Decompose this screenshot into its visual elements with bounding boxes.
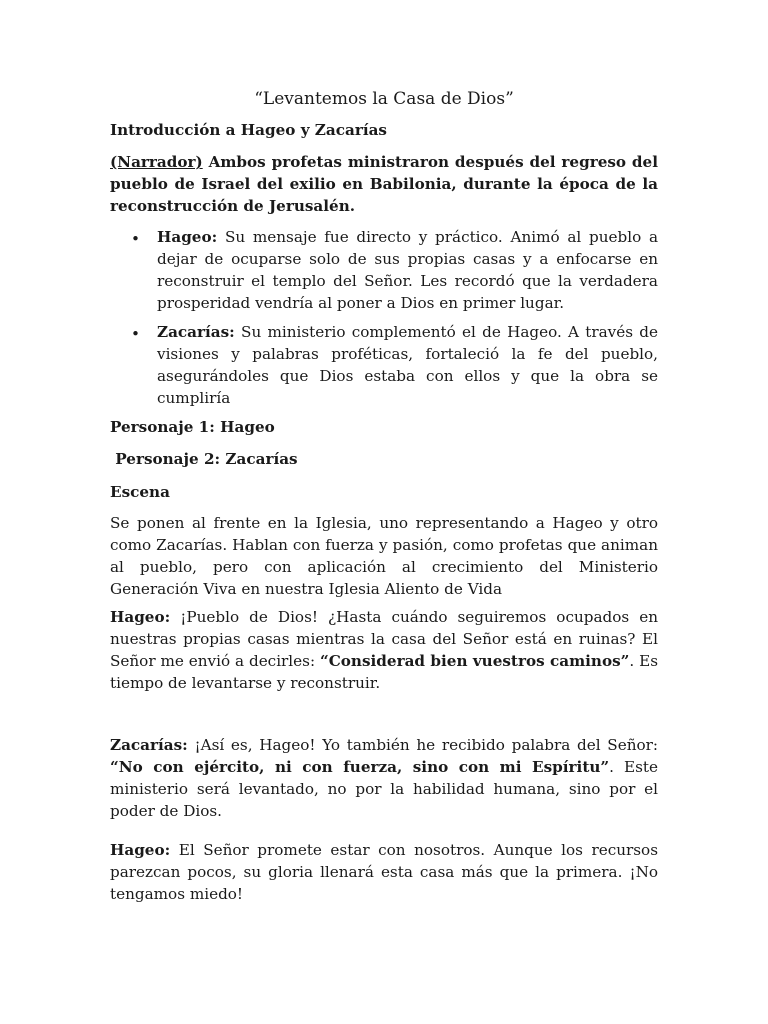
dialogue-zacarias <box>110 734 658 822</box>
dialogue-hageo-2 <box>110 839 658 905</box>
dialogue-quote: “Considerad bien vuestros caminos” <box>319 652 630 670</box>
intro-heading: Introducción a Hageo y Zacarías <box>110 121 387 139</box>
bullet-dot: • <box>131 230 140 248</box>
narrator-paragraph <box>110 151 658 217</box>
narrator-text: Ambos profetas ministraron después del regreso del pueblo de Israel del exilio en Babilonia, durante la época de la reconstrucción de Jerusalén. <box>110 153 658 215</box>
bullet-zacarias <box>157 321 658 409</box>
bullet-name: Zacarías: <box>157 323 235 341</box>
scene-paragraph: Se ponen al frente en la Iglesia, uno representando a Hageo y otro como Zacarías. Hablan con fuerza y pasión, como profetas que animan al pueblo, pero con aplicación al crecimiento del Ministerio Generación Viva en nuestra Iglesia Aliento de Vida <box>110 514 658 598</box>
character-1: Personaje 1: Hageo <box>110 418 275 436</box>
character-2: Personaje 2: Zacarías <box>110 450 298 468</box>
dialogue-text: . Es tiempo de levantarse y reconstruir. <box>110 652 658 692</box>
document-title: “Levantemos la Casa de Dios” <box>254 89 514 109</box>
bullet-text: Su mensaje fue directo y práctico. Animó al pueblo a dejar de ocuparse solo de sus propias casas y a enfocarse en reconstruir el templo del Señor. Les recordó que la verdadera prosperidad vendría al poner a Dios en primer lugar. <box>157 228 658 312</box>
dialogue-text: El Señor promete estar con nosotros. Aunque los recursos parezcan pocos, su gloria llenará esta casa más que la primera. ¡No tengamos miedo! <box>110 841 658 903</box>
bullet-name: Hageo: <box>157 228 218 246</box>
dialogue-text: ¡Pueblo de Dios! ¿Hasta cuándo seguiremos ocupados en nuestras propias casas mientras la casa del Señor está en ruinas? El Señor me envió a decirles: <box>110 608 658 670</box>
bullet-hageo <box>157 226 658 314</box>
bullet-dot: • <box>131 325 140 343</box>
dialogue-quote: “No con ejército, ni con fuerza, sino con mi Espíritu” <box>110 758 610 776</box>
speaker-name: Hageo: <box>110 608 171 626</box>
narrator-tag: (Narrador) <box>110 153 203 171</box>
dialogue-text: . Este ministerio será levantado, no por la habilidad humana, sino por el poder de Dios. <box>110 758 658 820</box>
speaker-name: Hageo: <box>110 841 171 859</box>
speaker-name: Zacarías: <box>110 736 188 754</box>
bullet-text: Su ministerio complementó el de Hageo. A través de visiones y palabras proféticas, fortaleció la fe del pueblo, asegurándoles que Dios estaba con ellos y que la obra se cumpliría <box>157 323 658 407</box>
dialogue-text: ¡Así es, Hageo! Yo también he recibido palabra del Señor: <box>187 736 658 754</box>
scene-heading: Escena <box>110 483 170 501</box>
dialogue-hageo-1 <box>110 606 658 694</box>
